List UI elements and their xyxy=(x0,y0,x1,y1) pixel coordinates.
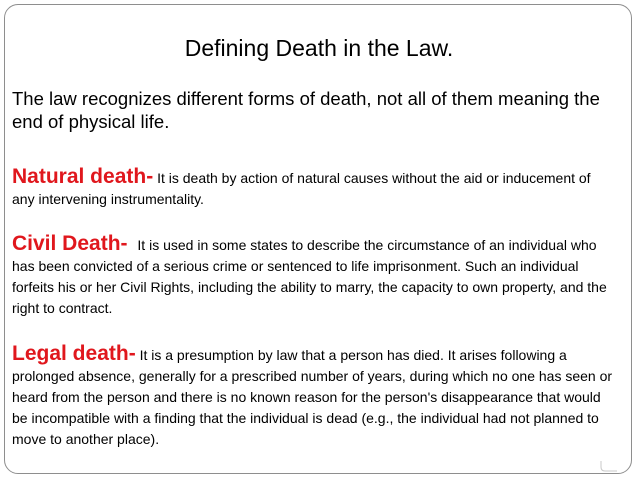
slide-number-placeholder xyxy=(599,461,619,473)
definition-natural-death-text: It is death by action of natural causes without the aid or inducement of any intervening instrumentality. xyxy=(12,170,591,207)
definition-legal-death xyxy=(12,343,617,450)
definition-civil-death xyxy=(12,233,617,319)
definition-civil-death-text: It is used in some states to describe the circumstance of an individual who has been convicted of a serious crime or sentenced to life imprisonment. Such an individual forfeits his or her Civil Rights, including the ability to marry, the capacity to own property, and the right to contract. xyxy=(12,237,607,316)
definition-legal-death-text: It is a presumption by law that a person has died. It arises following a prolonged absence, generally for a prescribed number of years, during which no one has seen or heard from the person and there is no known reason for the person's disappearance that would be incompatible with a finding that the individual is dead (e.g., the individual had not planned to move to another place). xyxy=(12,347,613,447)
page-title: Defining Death in the Law. xyxy=(184,35,454,61)
term-natural-death: Natural death- xyxy=(12,165,154,188)
definition-natural-death xyxy=(12,166,617,210)
term-legal-death: Legal death- xyxy=(12,342,136,365)
term-civil-death: Civil Death- xyxy=(12,232,128,255)
intro-paragraph: The law recognizes different forms of death, not all of them meaning the end of physical life. xyxy=(12,88,600,132)
